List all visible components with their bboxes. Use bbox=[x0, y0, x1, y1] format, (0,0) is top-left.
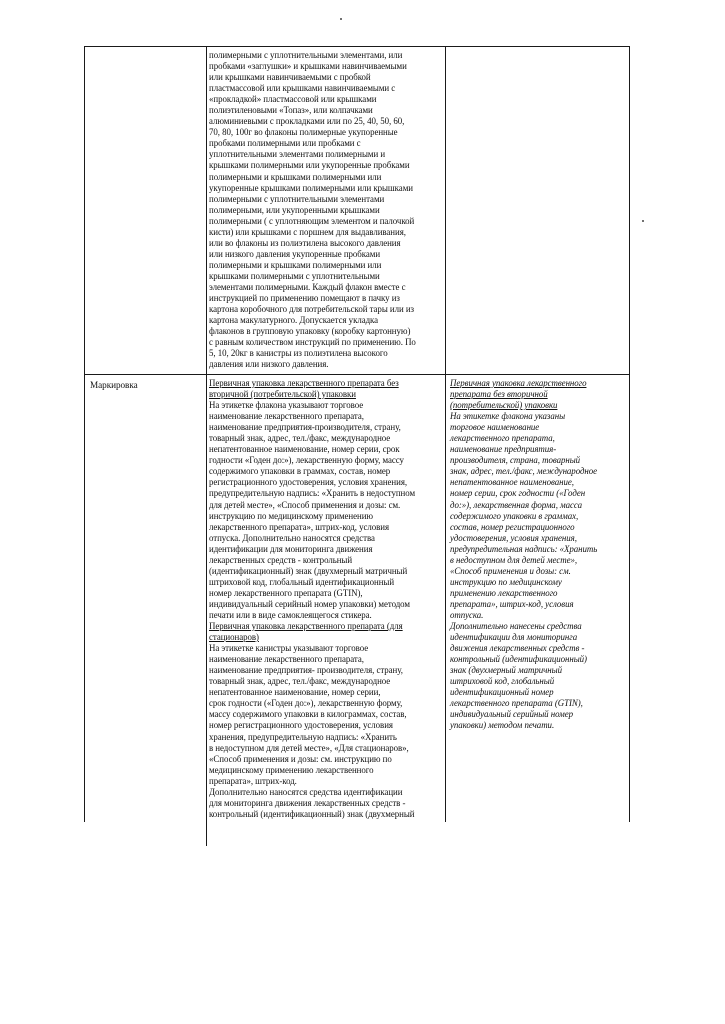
text-line: наименование лекарственного препарата, bbox=[209, 654, 364, 665]
text-line: содержимого упаковки в граммах, состав, номер bbox=[209, 466, 391, 477]
text-line: элементами полимерными. Каждый флакон вместе с bbox=[209, 281, 406, 292]
text-line: с равным количеством инструкций по применению. По bbox=[209, 337, 416, 348]
text-line: полимерными ( с уплотняющим элементом и палочкой bbox=[209, 215, 415, 226]
text-line: «Способ применения и дозы: см. инструкцию по bbox=[209, 753, 392, 764]
text-line: наименование предприятия- производителя, страну, bbox=[209, 665, 403, 676]
row-label-marking: Маркировка bbox=[90, 380, 138, 390]
text-line: укупоренные крышками полимерными или крышками bbox=[209, 182, 413, 193]
text-line: наименование предприятия-производителя, страну, bbox=[209, 422, 401, 433]
text-line: препарата», штрих-код. bbox=[209, 775, 297, 786]
text-line: штриховой код, глобальный идентификационный bbox=[209, 576, 395, 587]
text-line: товарный знак, адрес, тел./факс, международное bbox=[209, 433, 391, 444]
text-line: лекарственных средств - контрольный bbox=[209, 554, 353, 565]
text-line: инструкцию по медицинскому применению bbox=[209, 510, 374, 521]
scan-speck bbox=[340, 18, 342, 20]
text-line: полимерными с уплотнительными элементами bbox=[209, 193, 385, 204]
text-line: давления или низкого давления. bbox=[209, 359, 329, 370]
text-line: движения лекарственных средств - bbox=[450, 643, 585, 654]
text-line: стационаров) bbox=[209, 632, 259, 643]
text-line: (идентификационный) знак (двухмерный матричный bbox=[209, 565, 408, 576]
text-line: или низкого давления укупоренные пробками bbox=[209, 248, 381, 259]
text-line: в недоступном для детей месте», «Для стационаров», bbox=[209, 742, 409, 753]
text-line: товарный знак, адрес, тел./факс, международное bbox=[209, 676, 391, 687]
text-line: индивидуальный серийный номер упаковки) методом bbox=[209, 598, 410, 609]
text-line: упаковки) методом печати. bbox=[450, 720, 555, 731]
text-line: состав, номер регистрационного bbox=[450, 521, 575, 532]
text-line: предупредительную надпись: «Хранить в недоступном bbox=[209, 488, 416, 499]
packaging-description-cell bbox=[209, 50, 443, 370]
text-line: для мониторинга движения лекарственных средств - bbox=[209, 797, 406, 808]
text-line: Первичная упаковка лекарственного препарата (для bbox=[209, 621, 403, 632]
text-line: На этикетке флакона указаны bbox=[450, 411, 566, 422]
text-line: производителя, страна, товарный bbox=[450, 455, 581, 466]
text-line: наименование предприятия- bbox=[450, 444, 557, 455]
text-line: предупредительная надпись: «Хранить bbox=[450, 543, 598, 554]
text-line: На этикетке канистры указывают торговое bbox=[209, 643, 369, 654]
text-line: знак (двухмерный матричный bbox=[450, 665, 563, 676]
text-line: 5, 10, 20кг в канистры из полиэтилена высокого bbox=[209, 348, 388, 359]
text-line: Первичная упаковка лекарственного препарата без bbox=[209, 378, 399, 388]
text-line: Первичная упаковка лекарственного bbox=[450, 378, 587, 388]
table-right-border bbox=[629, 46, 630, 822]
text-line: до:»), лекарственная форма, масса bbox=[450, 499, 582, 510]
column-divider-2 bbox=[445, 46, 446, 822]
marking-description-cell bbox=[209, 378, 443, 820]
text-line: штриховой код, глобальный bbox=[450, 676, 555, 687]
text-line: или крышками навинчиваемыми с пробкой bbox=[209, 72, 371, 83]
text-line: полимерными с уплотнительными элементами, или bbox=[209, 50, 403, 60]
text-line: номер серии, срок годности («Годен bbox=[450, 488, 586, 499]
text-line: «прокладкой» пластмассовой или крышками bbox=[209, 94, 377, 105]
text-line: На этикетке флакона указывают торговое bbox=[209, 400, 364, 411]
text-line: печати или в виде самоклеящегося стикера. bbox=[209, 609, 372, 620]
text-line: препарата без вторичной bbox=[450, 389, 548, 400]
text-line: содержимого упаковки в граммах, bbox=[450, 510, 579, 521]
text-line: полимерными, или укупоренными крышками bbox=[209, 204, 380, 215]
text-line: алюминиевыми с прокладками или по 25, 40, 50, 60, bbox=[209, 116, 405, 127]
row-divider bbox=[84, 374, 630, 375]
text-line: лекарственного препарата, bbox=[450, 433, 555, 444]
table-top-border bbox=[84, 46, 630, 47]
text-line: 70, 80, 100г во флаконы полимерные укупоренные bbox=[209, 127, 398, 138]
text-line: в недоступном для детей месте», bbox=[450, 554, 578, 565]
text-line: Дополнительно наносятся средства идентификации bbox=[209, 786, 403, 797]
text-line: лекарственного препарата», штрих-код, условия bbox=[209, 521, 390, 532]
text-line: непатентованное наименование, номер серии, bbox=[209, 687, 381, 698]
text-line: инструкцией по применению помещают в пачку из bbox=[209, 293, 400, 304]
text-line: лекарственного препарата (GTIN), bbox=[450, 698, 583, 709]
text-line: применению лекарственного bbox=[450, 587, 558, 598]
text-line: крышками полимерными с уплотнительными bbox=[209, 270, 380, 281]
text-line: знак, адрес, тел./факс, международное bbox=[450, 466, 598, 477]
text-line: торговое наименование bbox=[450, 422, 540, 433]
row-label-cell bbox=[90, 380, 202, 391]
marking-proposed-changes-cell bbox=[450, 378, 628, 732]
text-line: уплотнительными элементами полимерными и bbox=[209, 149, 386, 160]
text-line: идентификации для мониторинга движения bbox=[209, 543, 373, 554]
text-line: пластмассовой или крышками навинчиваемыми с bbox=[209, 83, 396, 94]
text-line: срок годности («Годен до:»), лекарственную форму, bbox=[209, 698, 403, 709]
text-line: полиэтиленовыми «Топаз», или колпачками bbox=[209, 105, 373, 116]
text-line: непатентованное наименование, bbox=[450, 477, 574, 488]
text-line: номер регистрационного удостоверения, условия bbox=[209, 720, 393, 731]
text-line: или во флаконы из полиэтилена высокого давления bbox=[209, 237, 401, 248]
text-line: крышками полимерными или укупоренные пробками bbox=[209, 160, 410, 171]
text-line: вторичной (потребительской) упаковки bbox=[209, 389, 356, 400]
text-line: флаконов в групповую упаковку (коробку картонную) bbox=[209, 326, 411, 337]
table-left-border bbox=[84, 46, 85, 822]
text-line: идентификации для мониторинга bbox=[450, 632, 578, 643]
scan-speck bbox=[642, 220, 644, 222]
text-line: инструкцию по медицинскому bbox=[450, 576, 562, 587]
column-divider-1 bbox=[206, 46, 207, 846]
text-line: картона макулатурного. Допускается укладка bbox=[209, 315, 379, 326]
text-line: полимерными и крышками полимерными или bbox=[209, 171, 382, 182]
text-line: пробками «заглушки» и крышками навинчиваемыми bbox=[209, 61, 407, 72]
text-line: картона коробочного для потребительской тары или из bbox=[209, 304, 415, 315]
text-line: Дополнительно нанесены средства bbox=[450, 621, 582, 632]
text-line: удостоверения, условия хранения, bbox=[450, 532, 577, 543]
text-line: кисти) или крышками с поршнем для выдавливания, bbox=[209, 226, 406, 237]
text-line: отпуска. Дополнительно наносятся средства bbox=[209, 532, 375, 543]
text-line: отпуска. bbox=[450, 609, 484, 620]
text-line: для детей месте», «Способ применения и дозы: см. bbox=[209, 499, 401, 510]
text-line: наименование лекарственного препарата, bbox=[209, 411, 364, 422]
text-line: номер лекарственного препарата (GTIN), bbox=[209, 587, 363, 598]
text-line: индивидуальный серийный номер bbox=[450, 709, 574, 720]
text-line: препарата», штрих-код, условия bbox=[450, 598, 574, 609]
text-line: массу содержимого упаковки в килограммах, состав, bbox=[209, 709, 407, 720]
text-line: контрольный (идентификационный) bbox=[450, 654, 587, 665]
text-line: медицинскому применению лекарственного bbox=[209, 764, 374, 775]
text-line: идентификационный номер bbox=[450, 687, 554, 698]
text-line: «Способ применения и дозы: см. bbox=[450, 565, 571, 576]
text-line: годности «Годен до:»), лекарственную форму, массу bbox=[209, 455, 404, 466]
text-line: (потребительской) упаковки bbox=[450, 400, 558, 411]
text-line: хранения, предупредительную надпись: «Хранить bbox=[209, 731, 397, 742]
text-line: контрольный (идентификационный) знак (двухмерный bbox=[209, 808, 415, 819]
text-line: полимерными и крышками полимерными или bbox=[209, 259, 382, 270]
text-line: регистрационного удостоверения, условия хранения, bbox=[209, 477, 408, 488]
text-line: пробками полимерными или пробками с bbox=[209, 138, 361, 149]
text-line: непатентованное наименование, номер серии, срок bbox=[209, 444, 400, 455]
